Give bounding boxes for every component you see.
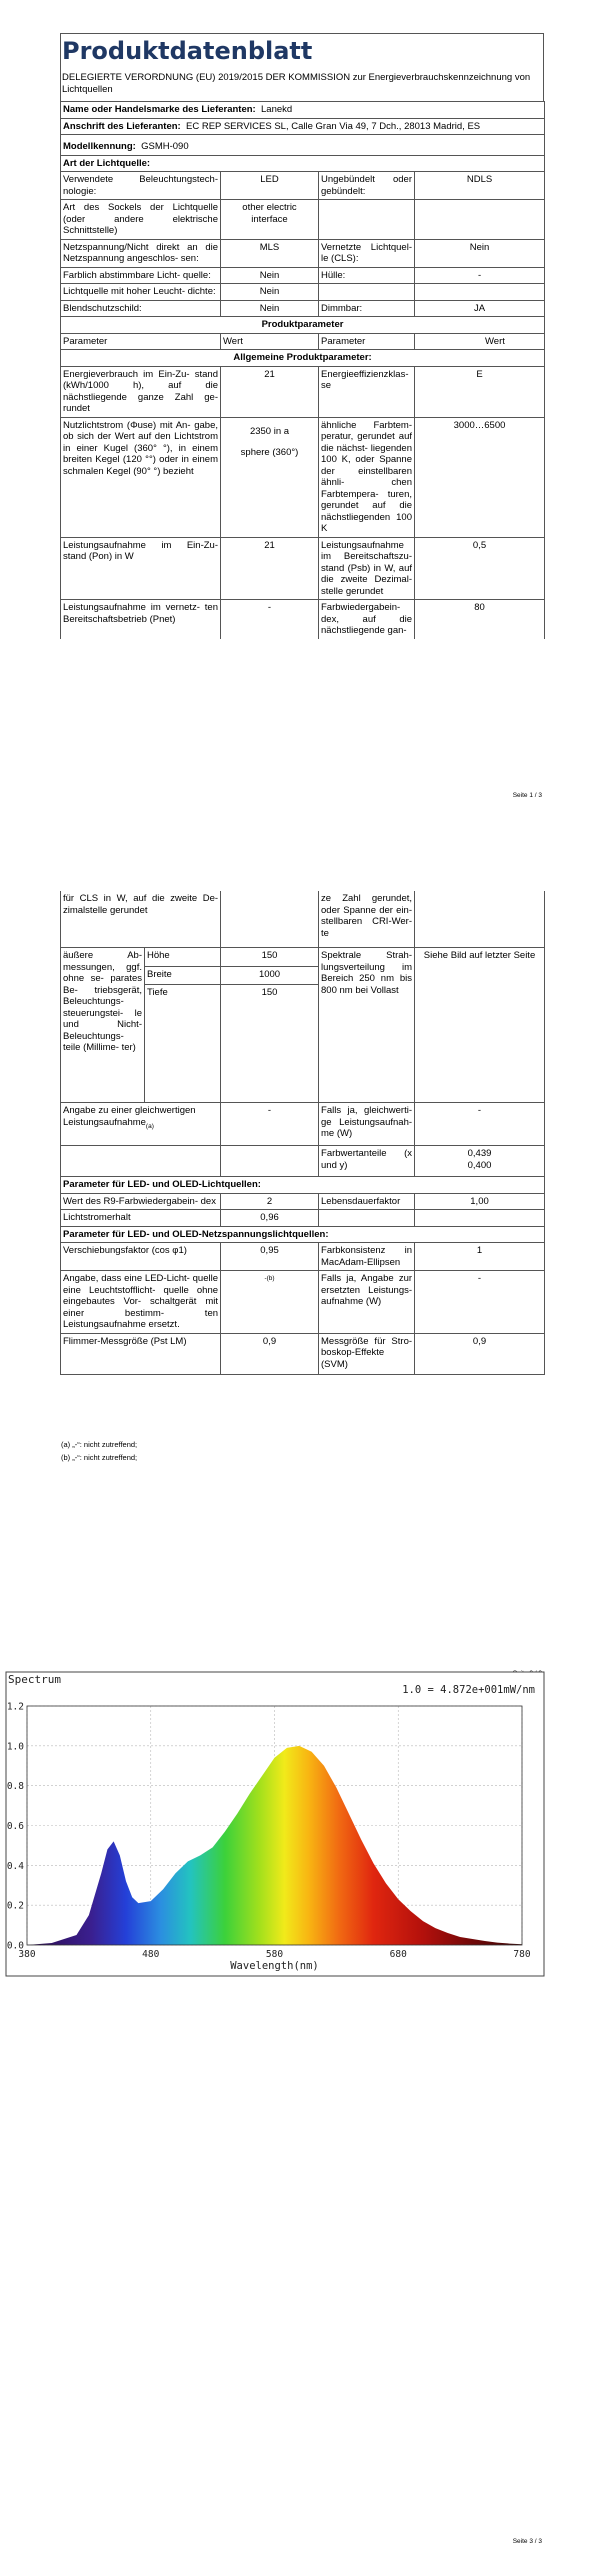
r9-value: 2 (221, 1193, 319, 1210)
fluorescent-replacement-value: -(b) (221, 1271, 319, 1334)
spectral-distribution-value: Siehe Bild auf letzter Seite (415, 948, 545, 1103)
stroboscopic-label: Messgröße für Stro- boskop-Effekte (SVM) (319, 1333, 415, 1374)
on-mode-power-value: 21 (221, 537, 319, 600)
networked-standby-value: - (221, 600, 319, 639)
flicker-label: Flimmer-Messgröße (Pst LM) (61, 1333, 221, 1374)
spectral-distribution-label: Spektrale Strah- lungsverteilung im Bereich 250 nm bis 800 nm bei Vollast (319, 948, 415, 1103)
chromaticity-value (415, 1146, 545, 1177)
page-2 (0, 820, 604, 1640)
energy-class-value: E (415, 366, 545, 417)
color-consistency-value: 1 (415, 1243, 545, 1271)
y-tick-label: 1.0 (6, 1741, 24, 1753)
x-tick-label: 380 (18, 1949, 36, 1960)
fluorescent-replacement-label: Angabe, dass eine LED-Licht- quelle eine Leuchtstofflicht- quelle ohne eingebautes Vor- schaltgerät mit einer bestimm- ten Leistungsaufnahme ersetzt. (61, 1271, 221, 1334)
x-tick-label: 480 (142, 1949, 160, 1960)
y-tick-label: 0.2 (6, 1900, 24, 1912)
displacement-factor-label: Verschiebungsfaktor (cos φ1) (61, 1243, 221, 1271)
type-row (61, 239, 545, 267)
luminous-flux-value-line2: sphere (360°) (240, 447, 299, 458)
lumen-maintenance-label: Lichtstromerhalt (61, 1210, 221, 1227)
regulation-text: DELEGIERTE VERORDNUNG (EU) 2019/2015 DER KOMMISSION zur Energieverbrauchskennzeichnung von Lichtquellen (62, 72, 531, 95)
type-row-right-value: NDLS (415, 172, 545, 200)
cri-cont-left: für CLS in W, auf die zweite De- zimalstelle gerundet (61, 891, 221, 948)
general-params-header: Allgemeine Produktparameter: (61, 350, 545, 367)
dimensions-label: äußere Ab- messungen, ggf. ohne se- parates Be- triebsgerät, Beleuchtungs- steuerungstei- le und Nicht- Beleuchtungs- teile (Millime- ter) (61, 948, 145, 1103)
equivalent-power-value: - (221, 1103, 319, 1146)
type-row-label: Blendschutzschild: (61, 300, 221, 317)
lumen-maintenance-value: 0,96 (221, 1210, 319, 1227)
chromaticity-y: 0,400 (467, 1159, 492, 1171)
product-params-header: Produktparameter (61, 317, 545, 334)
type-row-right-value: JA (415, 300, 545, 317)
chart-annotation: 1.0 = 4.872e+001mW/nm (402, 1684, 535, 1696)
cri-value: 80 (415, 600, 545, 639)
footnote-b: (b) „-“: nicht zutreffend; (61, 1453, 138, 1462)
x-tick-label: 580 (265, 1949, 284, 1960)
replaced-power-value: - (415, 1271, 545, 1334)
cri-label: Farbwiedergabein- dex, auf die nächstliegende gan- (319, 600, 415, 639)
standby-power-label: Leistungsaufnahme im Bereitschaftszu- stand (Psb) in W, auf die zweite Dezimal- stelle gerundet (319, 537, 415, 600)
supplier-name-row (61, 102, 545, 119)
dimension-depth-label: Tiefe (145, 985, 221, 1103)
on-mode-power-label: Leistungsaufnahme im Ein-Zu- stand (Pon) in W (61, 537, 221, 600)
supplier-address-label: Anschrift des Lieferanten: (63, 120, 181, 132)
cct-value: 3000…6500 (415, 417, 545, 537)
type-row-right-label: Dimmbar: (319, 300, 415, 317)
x-tick-label: 780 (513, 1949, 531, 1960)
standby-power-value: 0,5 (415, 537, 545, 600)
x-axis-label: Wavelength(nm) (230, 1960, 319, 1972)
supplier-address-row (61, 118, 545, 135)
empty-cell (415, 1210, 545, 1227)
stroboscopic-value: 0,9 (415, 1333, 545, 1374)
type-row-right-label (319, 200, 415, 240)
chromaticity-x: 0,439 (467, 1148, 492, 1159)
replaced-power-label: Falls ja, Angabe zur ersetzten Leistungs- aufnahme (W) (319, 1271, 415, 1334)
empty-cell (415, 891, 545, 948)
x-tick-label: 680 (389, 1949, 407, 1960)
footnote-a: (a) „-“: nicht zutreffend; (61, 1440, 138, 1449)
type-row-label: Netzspannung/Nicht direkt an die Netzspannung angeschlos- sen: (61, 239, 221, 267)
type-header: Art der Lichtquelle: (61, 155, 545, 172)
equivalent-power-right-label: Falls ja, gleichwerti- ge Leistungsaufnah- me (W) (319, 1103, 415, 1146)
dimension-height-value: 150 (221, 948, 319, 967)
type-row (61, 267, 545, 284)
equivalent-power-right-value: - (415, 1103, 545, 1146)
type-row-label: Lichtquelle mit hoher Leucht- dichte: (61, 284, 221, 301)
networked-standby-label: Leistungsaufnahme im vernetz- ten Bereitschaftsbetrieb (Pnet) (61, 600, 221, 639)
equivalent-power-footnote: (a) (145, 1122, 154, 1130)
model-value: GSMH-090 (141, 141, 189, 152)
type-row-right-label (319, 284, 415, 301)
y-tick-label: 0.4 (6, 1860, 24, 1872)
empty-cell (221, 891, 319, 948)
energy-consumption-value: 21 (221, 366, 319, 417)
y-tick-label: 0.6 (6, 1821, 24, 1832)
type-row-right-value: - (415, 267, 545, 284)
supplier-name-value: Lanekd (261, 104, 293, 115)
dimension-width-value: 1000 (221, 966, 319, 985)
equivalent-power-label (61, 1103, 221, 1146)
luminous-flux-value (221, 417, 319, 537)
y-tick-label: 0.8 (6, 1781, 24, 1793)
type-row-value: MLS (221, 239, 319, 267)
page-number-1: Seite 1 / 3 (512, 792, 542, 799)
col-header-parameter: Parameter (61, 333, 221, 350)
cri-cont-right: ze Zahl gerundet, oder Spanne der ein- stellbaren CRI-Wer- te (319, 891, 415, 948)
type-row-right-value (415, 284, 545, 301)
supplier-name-label: Name oder Handelsmarke des Lieferanten: (63, 104, 256, 115)
displacement-factor-value: 0,95 (221, 1243, 319, 1271)
model-row (61, 135, 545, 156)
footnotes (61, 1438, 137, 1464)
color-consistency-label: Farbkonsistenz in MacAdam-Ellipsen (319, 1243, 415, 1271)
type-row-value: Nein (221, 267, 319, 284)
page-title: Produktdatenblatt (62, 37, 313, 65)
type-row (61, 300, 545, 317)
empty-cell (61, 1146, 221, 1177)
page-number-3: Seite 3 / 3 (512, 2538, 542, 2545)
type-row-value: Nein (221, 300, 319, 317)
chromaticity-label: Farbwertanteile (x und y) (319, 1146, 415, 1177)
energy-class-label: Energieeffizienzklas- se (319, 366, 415, 417)
type-row (61, 284, 545, 301)
dimension-width-label: Breite (145, 966, 221, 985)
empty-cell (319, 1210, 415, 1227)
lifetime-factor-label: Lebensdauerfaktor (319, 1193, 415, 1210)
dimension-depth-value: 150 (221, 985, 319, 1103)
type-row-right-label: Vernetzte Lichtquel- le (CLS): (319, 239, 415, 267)
type-row-label: Art des Sockels der Lichtquelle (oder andere elektrische Schnittstelle) (61, 200, 221, 240)
luminous-flux-label: Nutzlichtstrom (Φuse) mit An- gabe, ob sich der Wert auf den Lichtstrom in einer Kugel (360° °), in einem breiten Kegel (120 °°) oder in einem schmalen Kegel (90° °) bezieht (61, 417, 221, 537)
type-row-label: Farblich abstimmbare Licht- quelle: (61, 267, 221, 284)
datasheet-table-2 (60, 891, 545, 1375)
type-row-right-value (415, 200, 545, 240)
equivalent-power-text: Angabe zu einer gleichwertigen Leistungsaufnahme (63, 1105, 196, 1128)
y-tick-label: 0.0 (6, 1940, 24, 1952)
dimension-height-label: Höhe (145, 948, 221, 967)
chart-title: Spectrum (8, 1673, 61, 1686)
type-row-right-value: Nein (415, 239, 545, 267)
luminous-flux-value-line1: 2350 in a (249, 425, 290, 437)
col-header-parameter-2: Parameter (319, 333, 415, 350)
cct-label: ähnliche Farbtem- peratur, gerundet auf die nächst- liegenden 100 K, oder Spanne der einstellbaren ähnli- chen Farbtempera- turen, gerundet auf die nächstliegenden 100 K (319, 417, 415, 537)
flicker-value: 0,9 (221, 1333, 319, 1374)
type-row-value: other electric interface (221, 200, 319, 240)
supplier-address-value: EC REP SERVICES SL, Calle Gran Via 49, 7 Dch., 28013 Madrid, ES (186, 120, 481, 132)
model-label: Modellkennung: (63, 141, 136, 152)
type-row (61, 172, 545, 200)
type-row-right-label: Ungebündelt oder gebündelt: (319, 172, 415, 200)
energy-consumption-label: Energieverbrauch im Ein-Zu- stand (kWh/1000 h), auf die nächstliegende ganze Zahl ge- rundet (61, 366, 221, 417)
empty-cell (221, 1146, 319, 1177)
y-tick-label: 1.2 (6, 1701, 24, 1713)
type-row-label: Verwendete Beleuchtungstech- nologie: (61, 172, 221, 200)
spectrum-chart (5, 1671, 545, 1977)
r9-label: Wert des R9-Farbwiedergabein- dex (61, 1193, 221, 1210)
lifetime-factor-value: 1,00 (415, 1193, 545, 1210)
col-header-value: Wert (221, 333, 319, 350)
type-row (61, 200, 545, 240)
page-1 (0, 0, 604, 820)
col-header-value-2: Wert (415, 333, 545, 350)
mains-params-header: Parameter für LED- und OLED-Netzspannungslichtquellen: (61, 1226, 545, 1243)
type-row-right-label: Hülle: (319, 267, 415, 284)
led-params-header: Parameter für LED- und OLED-Lichtquellen: (61, 1177, 545, 1194)
type-row-value: LED (221, 172, 319, 200)
datasheet-table-1 (60, 101, 545, 639)
type-row-value: Nein (221, 284, 319, 301)
